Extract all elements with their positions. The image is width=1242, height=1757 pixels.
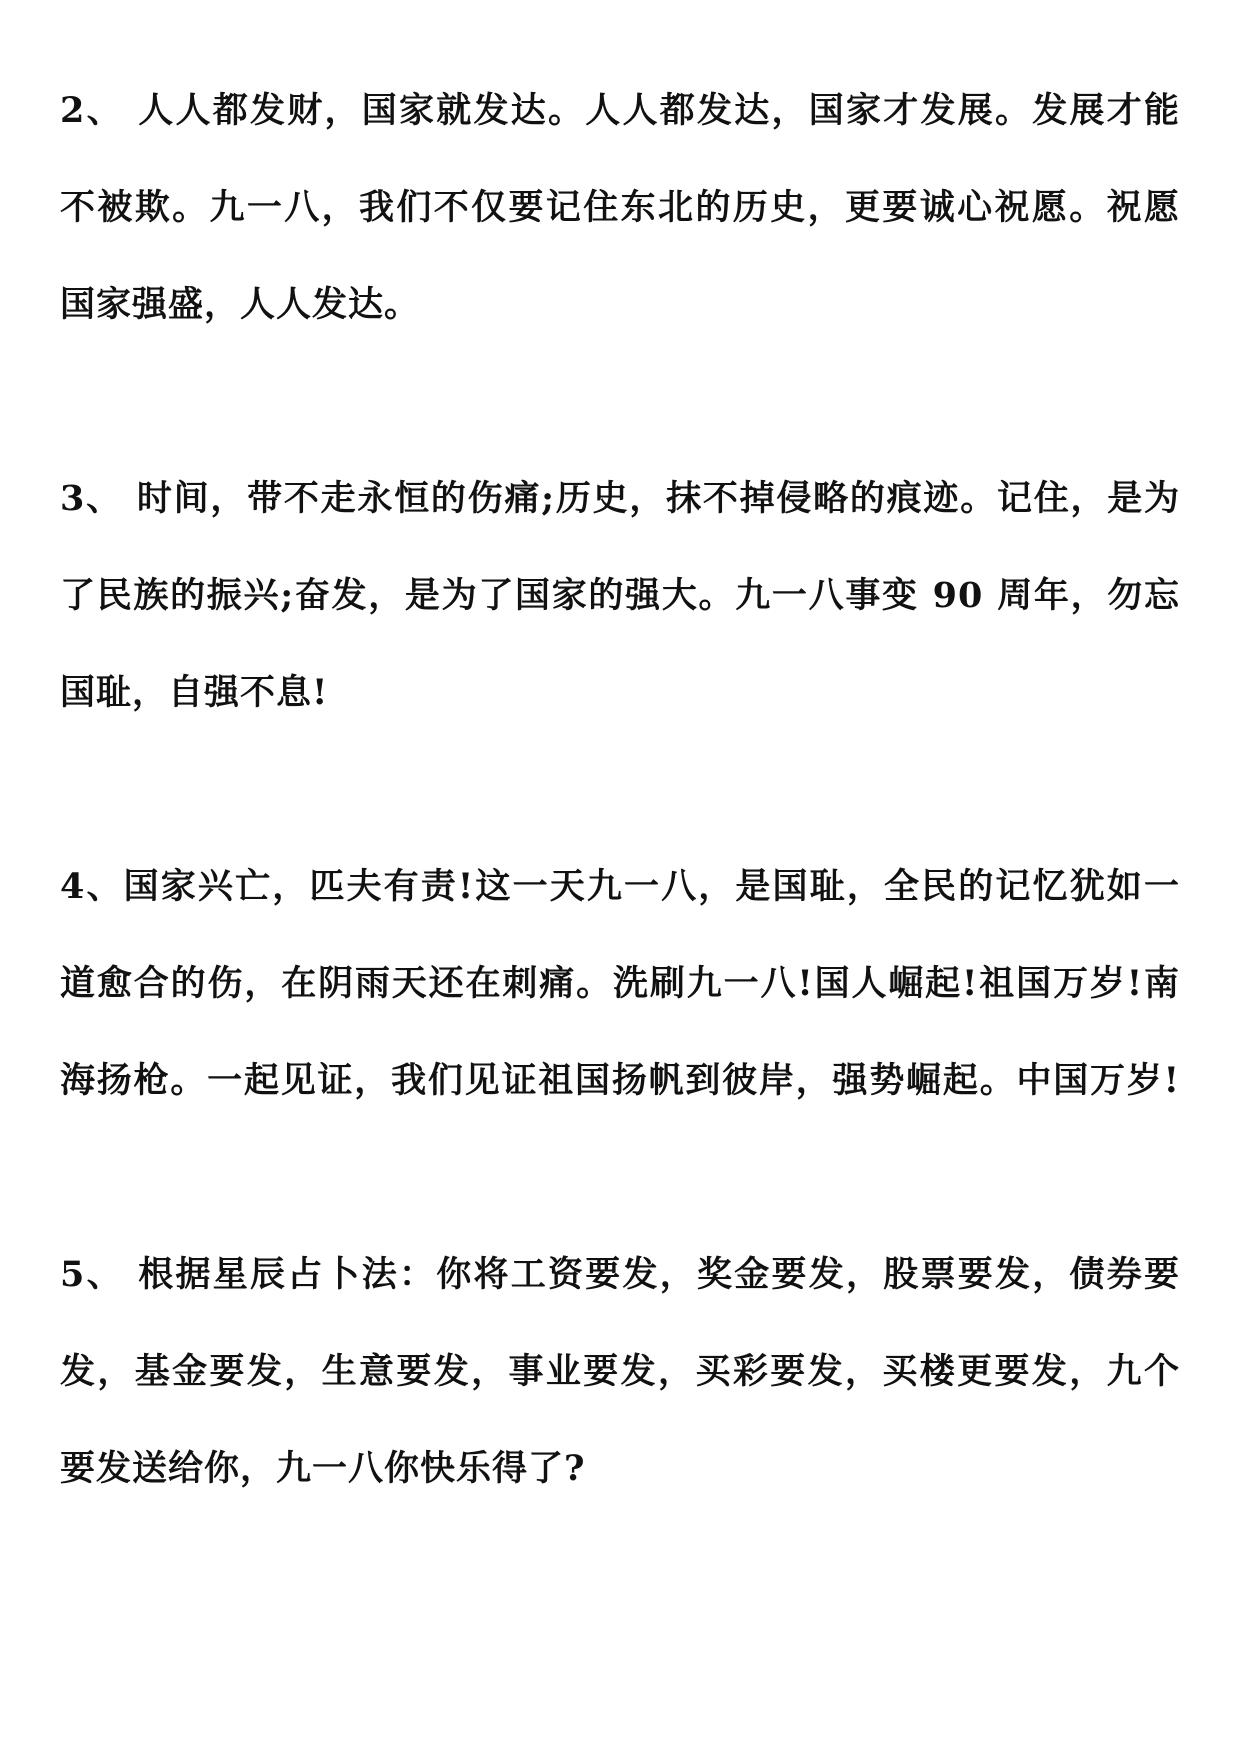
paragraph-4 xyxy=(60,838,1180,1129)
paragraph-line: 4、国家兴亡，匹夫有责!这一天九一八，是国耻，全民的记忆犹如一 xyxy=(60,866,1180,907)
paragraph-line: 5、 根据星辰占卜法：你将工资要发，奖金要发，股票要发，债券要 xyxy=(60,1254,1180,1295)
paragraph-line: 国家强盛，人人发达。 xyxy=(60,284,421,325)
paragraph-line: 2、 人人都发财，国家就发达。人人都发达，国家才发展。发展才能 xyxy=(60,90,1180,131)
paragraph-line: 海扬枪。一起见证，我们见证祖国扬帆到彼岸，强势崛起。中国万岁! xyxy=(60,1060,1180,1101)
paragraph-line: 发，基金要发，生意要发，事业要发，买彩要发，买楼更要发，九个 xyxy=(60,1351,1180,1392)
paragraph-line: 了民族的振兴;奋发，是为了国家的强大。九一八事变 90 周年，勿忘 xyxy=(60,575,1180,616)
paragraph-5 xyxy=(60,1226,1180,1517)
paragraph-3 xyxy=(60,450,1180,741)
paragraph-line: 不被欺。九一八，我们不仅要记住东北的历史，更要诚心祝愿。祝愿 xyxy=(60,187,1180,228)
paragraph-line: 3、 时间，带不走永恒的伤痛;历史，抹不掉侵略的痕迹。记住，是为 xyxy=(60,478,1180,519)
paragraph-2 xyxy=(60,62,1180,353)
paragraph-line: 要发送给你，九一八你快乐得了? xyxy=(60,1448,586,1489)
paragraph-line: 国耻，自强不息! xyxy=(60,672,329,713)
paragraph-line: 道愈合的伤，在阴雨天还在刺痛。洗刷九一八!国人崛起!祖国万岁!南 xyxy=(60,963,1180,1004)
